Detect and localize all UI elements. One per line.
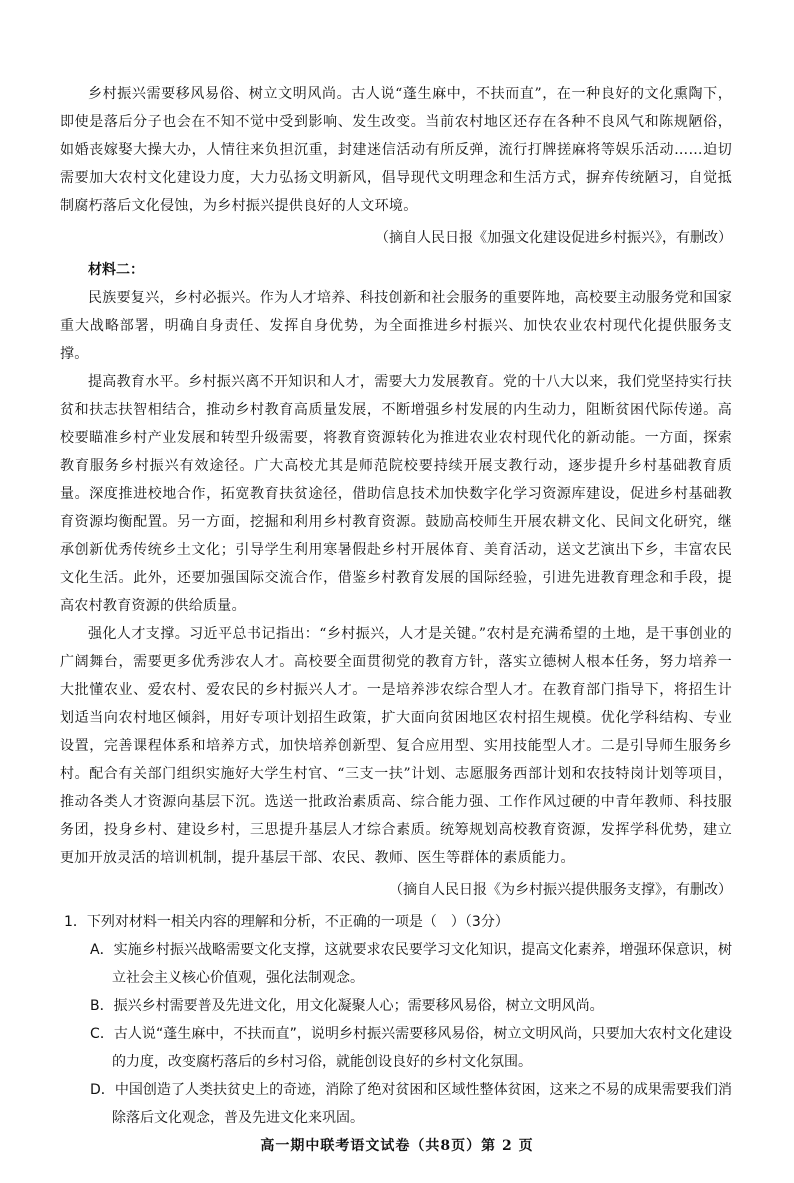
question-1-option-d: D．中国创造了人类扶贫史上的奇迹，消除了绝对贫困和区域性整体贫困，这来之不易的成果需要我们消除落后文化观念，普及先进文化来巩固。 — [90, 1082, 732, 1126]
material2-paragraph-2: 提高教育水平。乡村振兴离不开知识和人才，需要大力发展教育。党的十八大以来，我们党坚持实行扶贫和扶志扶智相结合，推动乡村教育高质量发展，不断增强乡村发展的内生动力，阻断贫困代际传递。高校要瞄准乡村产业发展和转型升级需要，将教育资源转化为推进农业农村现代化的新动能。一方面，探索教育服务乡村振兴有效途径。广大高校尤其是师范院校要持续开展支教行动，逐步提升乡村基础教育质量。深度推进校地合作，拓宽教育扶贫途径，借助信息技术加快数字化学习资源库建设，促进乡村基础教育资源均衡配置。另一方面，挖掘和利用乡村教育资源。鼓励高校师生开展农耕文化、民间文化研究，继承创新优秀传统乡土文化；引导学生利用寒暑假赴乡村开展体育、美育活动，送文艺演出下乡，丰富农民文化生活。此外，还要加强国际交流合作，借鉴乡村教育发展的国际经验，引进先进教育理念和手段，提高农村教育资源的供给质量。 — [60, 374, 732, 614]
question-1-option-b: B．振兴乡村需要普及先进文化，用文化凝聚人心；需要移风易俗，树立文明风尚。 — [90, 998, 604, 1014]
question-1-option-c: C．古人说“蓬生麻中，不扶而直”，说明乡村振兴需要移风易俗，树立文明风尚，只要加大农村文化建设的力度，改变腐朽落后的乡村习俗，就能创设良好的乡村文化氛围。 — [90, 1026, 732, 1070]
page-footer: 高一期中联考语文试卷（共8页）第 2 页 — [260, 1138, 534, 1154]
material1-source: （摘自人民日报《加强文化建设促进乡村振兴》，有删改） — [375, 230, 732, 246]
material2-paragraph-3: 强化人才支撑。习近平总书记指出：“乡村振兴，人才是关键。”农村是充满希望的土地，是干事创业的广阔舞台，需要更多优秀涉农人才。高校要全面贯彻党的教育方针，落实立德树人根本任务，努力培养一大批懂农业、爱农村、爱农民的乡村振兴人才。一是培养涉农综合型人才。在教育部门指导下，将招生计划适当向农村地区倾斜，用好专项计划招生政策，扩大面向贫困地区农村招生规模。优化学科结构、专业设置，完善课程体系和培养方式，加快培养创新型、复合应用型、实用技能型人才。二是引导师生服务乡村。配合有关部门组织实施好大学生村官、“三支一扶”计划、志愿服务西部计划和农技特岗计划等项目，推动各类人才资源向基层下沉。选送一批政治素质高、综合能力强、工作作风过硬的中青年教师、科技服务团，投身乡村、建设乡村，三思提升基层人才综合素质。统筹规划高校教育资源，发挥学科优势，建立更加开放灵活的培训机制，提升基层干部、农民、教师、医生等群体的素质能力。 — [60, 626, 732, 866]
material2-heading: 材料二： — [88, 262, 144, 278]
question-1 — [60, 908, 732, 1132]
page-content — [60, 80, 732, 1132]
material2-paragraph-1: 民族要复兴，乡村必振兴。作为人才培养、科技创新和社会服务的重要阵地，高校要主动服务党和国家重大战略部署，明确自身责任、发挥自身优势，为全面推进乡村振兴、加快农业农村现代化提供服务支撑。 — [60, 290, 732, 362]
question-1-stem: 1．下列对材料一相关内容的理解和分析，不正确的一项是（ ）（3分） — [64, 914, 509, 930]
material2-source: （摘自人民日报《为乡村振兴提供服务支撑》，有删改） — [389, 882, 732, 898]
material1-paragraph: 乡村振兴需要移风易俗、树立文明风尚。古人说“蓬生麻中，不扶而直”，在一种良好的文化熏陶下，即使是落后分子也会在不知不觉中受到影响、发生改变。当前农村地区还存在各种不良风气和陈规陋俗，如婚丧嫁娶大操大办，人情往来负担沉重，封建迷信活动有所反弹，流行打牌搓麻将等娱乐活动……迫切需要加大农村文化建设力度，大力弘扬文明新风，倡导现代文明理念和生活方式，摒弃传统陋习，自觉抵制腐朽落后文化侵蚀，为乡村振兴提供良好的人文环境。 — [60, 86, 732, 214]
question-1-option-a: A．实施乡村振兴战略需要文化支撑，这就要求农民要学习文化知识，提高文化素养，增强环保意识，树立社会主义核心价值观，强化法制观念。 — [90, 942, 732, 986]
